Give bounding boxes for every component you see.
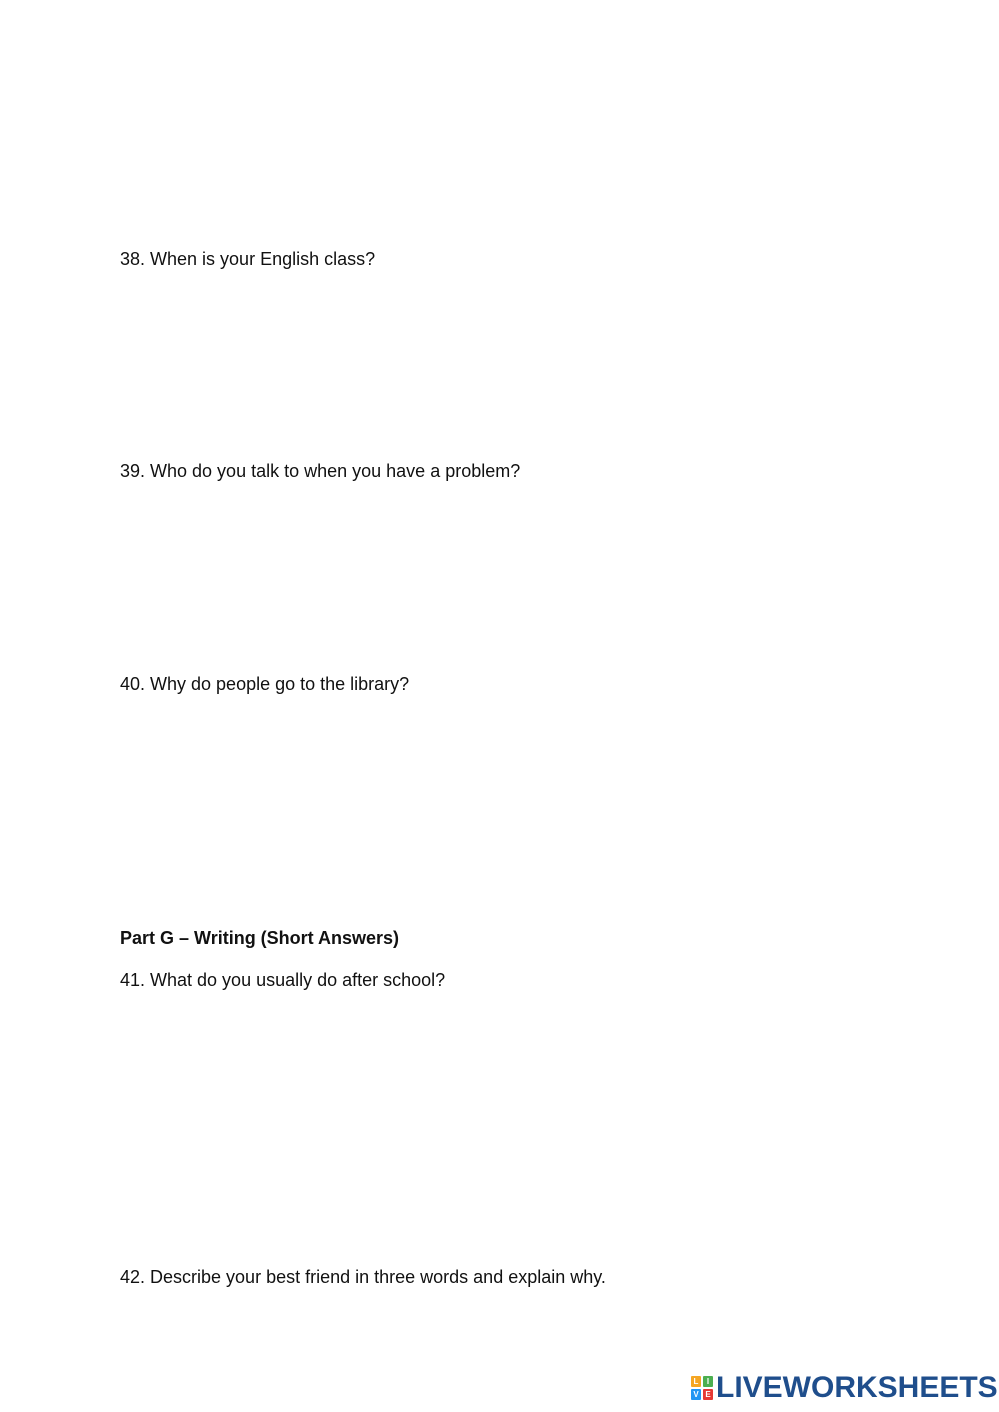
liveworksheets-logo [691,1372,998,1404]
question-41: 41. What do you usually do after school? [120,970,446,990]
question-39: 39. Who do you talk to when you have a problem? [120,461,521,481]
logo-wordmark: LIVEWORKSHEETS [716,1371,998,1404]
logo-mark-letter: E [703,1389,713,1400]
liveworksheets-logo-icon [691,1376,713,1400]
question-38: 38. When is your English class? [120,249,376,269]
logo-mark-letter: L [691,1376,701,1387]
logo-mark-letter: I [703,1376,713,1387]
question-40: 40. Why do people go to the library? [120,674,410,694]
section-heading-part-g: Part G – Writing (Short Answers) [120,928,400,948]
logo-mark-letter: V [691,1389,701,1400]
question-42: 42. Describe your best friend in three words and explain why. [120,1267,606,1287]
